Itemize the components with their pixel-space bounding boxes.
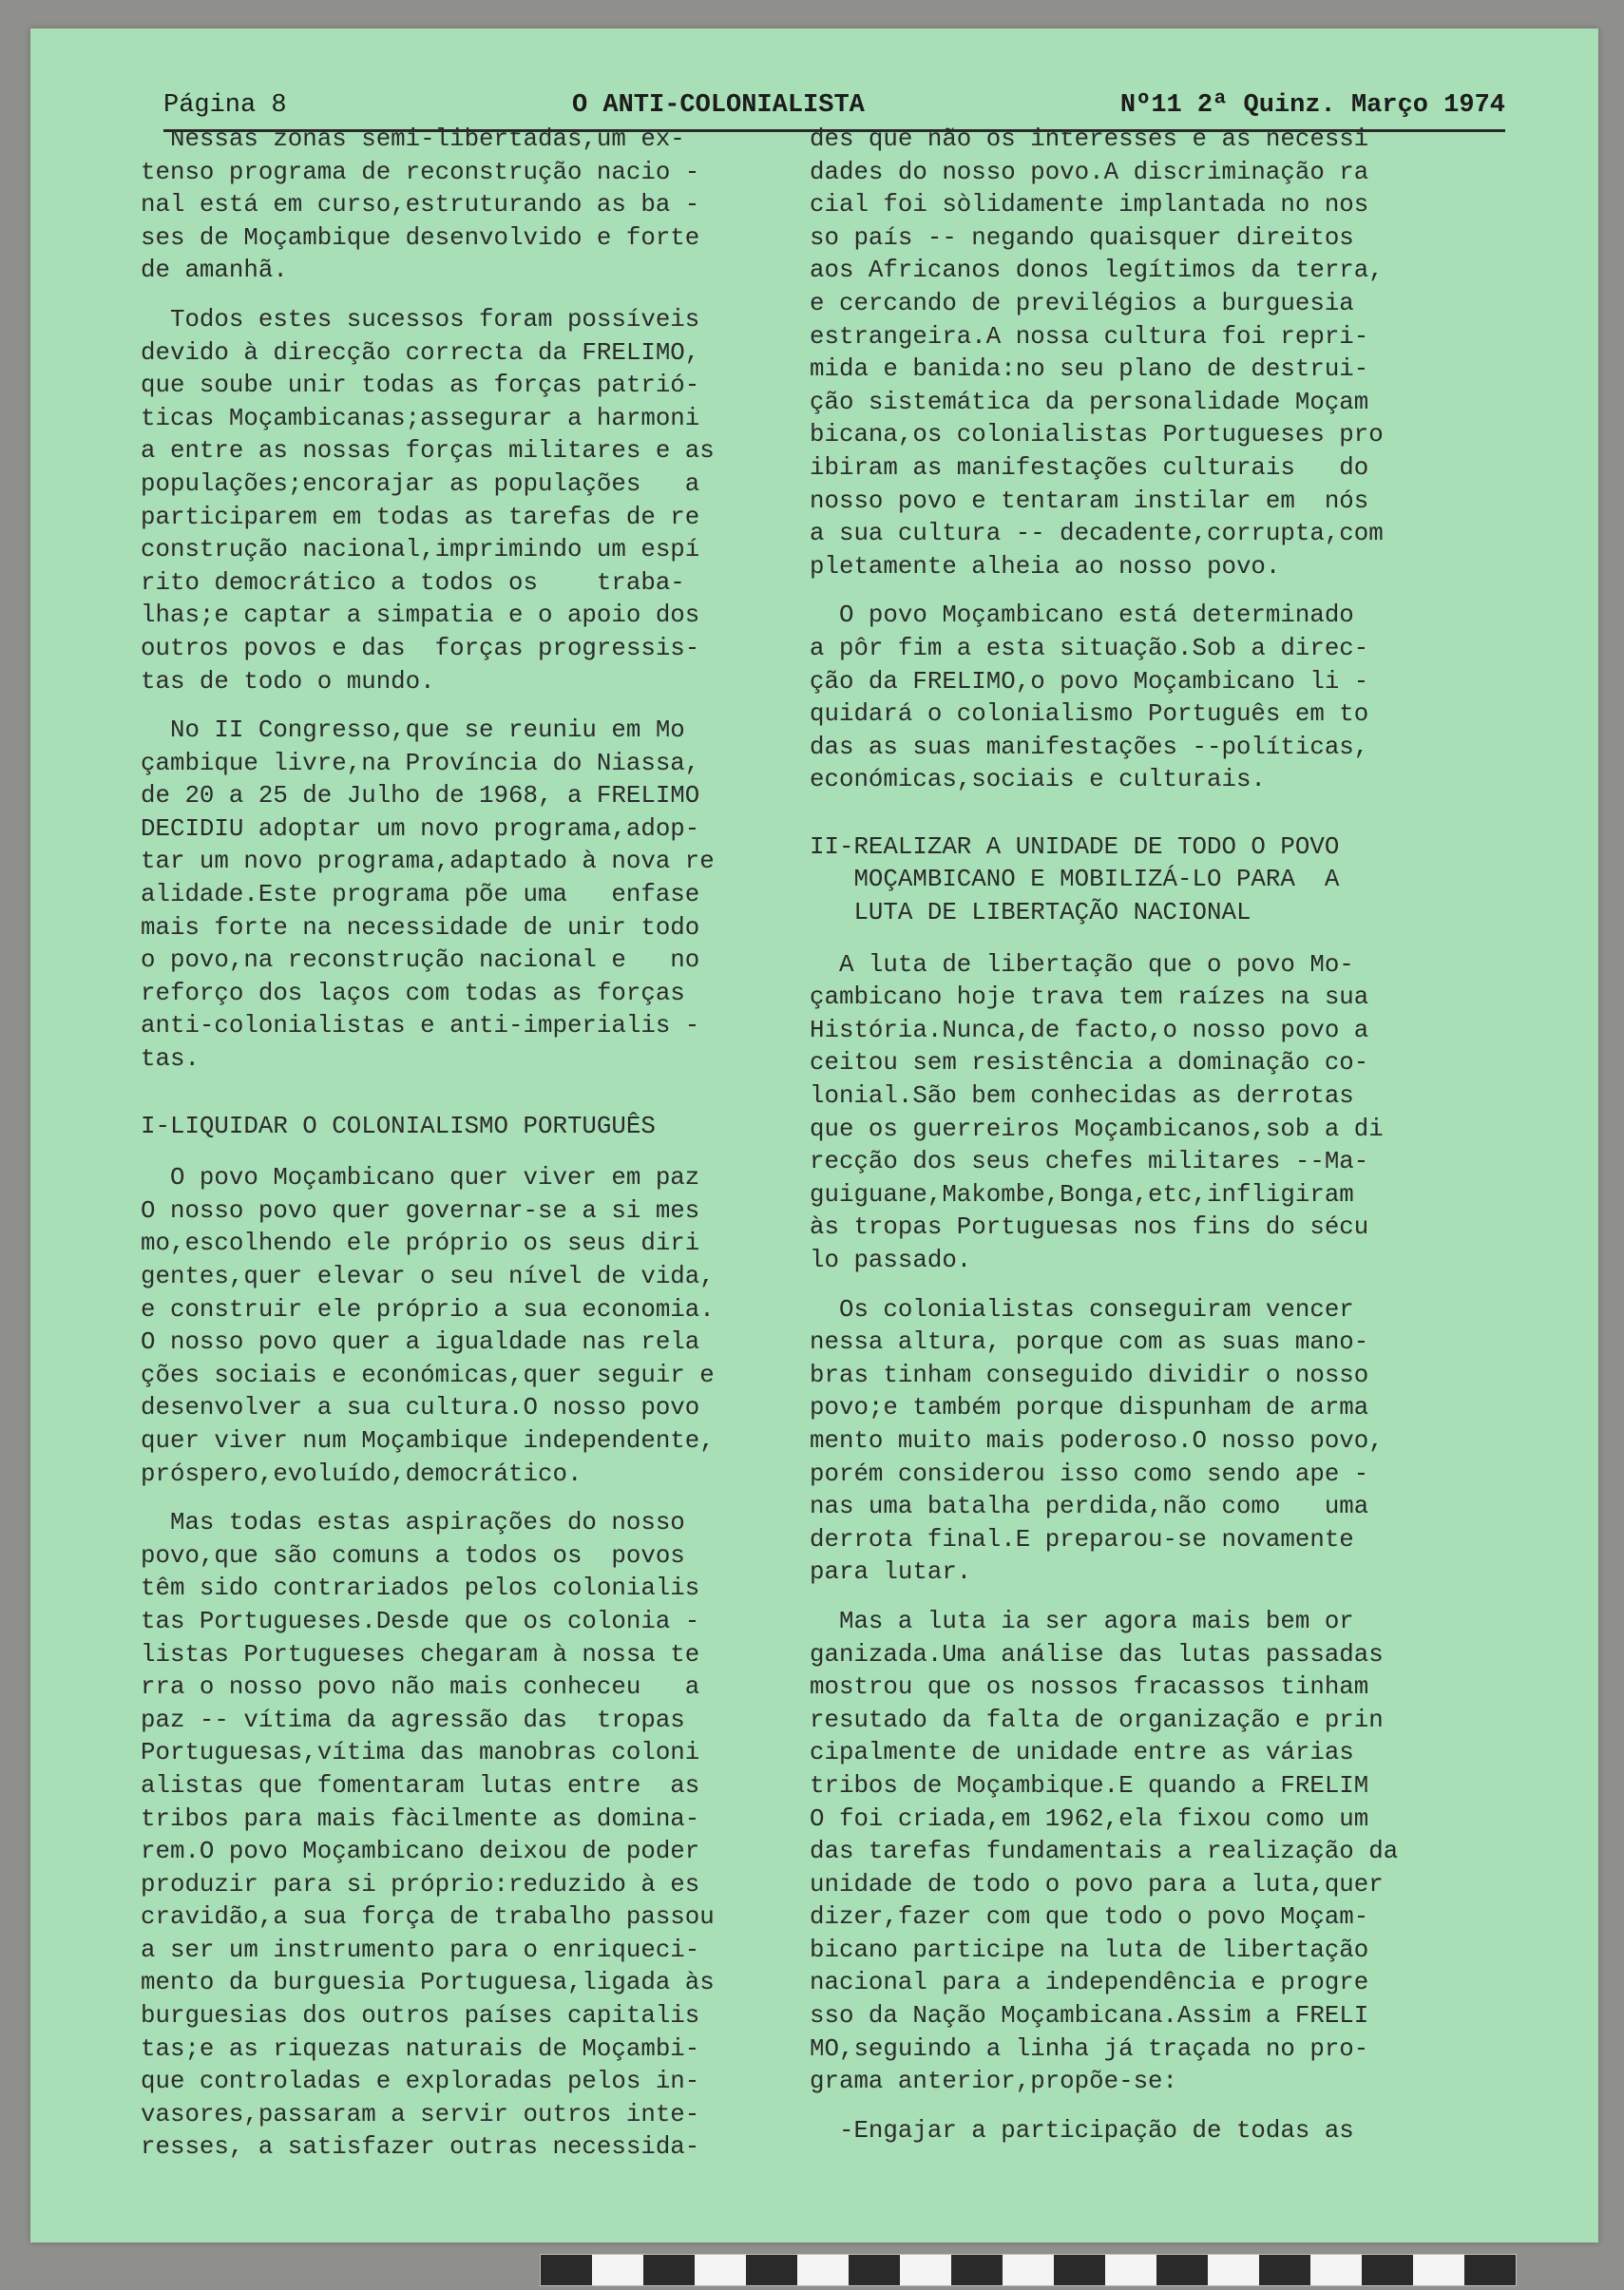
text-line: mento muito mais poderoso.O nosso povo, <box>810 1426 1384 1455</box>
text-line: que controladas e exploradas pelos in- <box>141 2068 700 2096</box>
text-line: rem.O povo Moçambicano deixou de poder <box>141 1838 700 1866</box>
text-line: outros povos e das forças progressis- <box>141 634 700 662</box>
text-line: guiguane,Makombe,Bonga,etc,infligiram <box>810 1180 1354 1209</box>
ruler-segment <box>541 2255 592 2285</box>
text-line: ticas Moçambicanas;assegurar a harmoni <box>141 404 700 432</box>
heading-line: LUTA DE LIBERTAÇÃO NACIONAL <box>810 899 1251 927</box>
publication-title: O ANTI-COLONIALISTA <box>572 91 865 120</box>
text-line: alidade.Este programa põe uma enfase <box>141 881 700 909</box>
ruler-segment <box>1362 2255 1413 2285</box>
text-line: têm sido contrariados pelos colonialis <box>141 1574 700 1603</box>
text-line: tribos de Moçambique.E quando a FRELIM <box>810 1771 1369 1800</box>
right-column <box>810 124 1442 2147</box>
text-line: ção da FRELIMO,o povo Moçambicano li - <box>810 667 1369 696</box>
text-line: paz -- vítima da agressão das tropas <box>141 1706 685 1734</box>
ruler-segment <box>643 2255 695 2285</box>
text-line: próspero,evoluído,democrático. <box>141 1460 583 1488</box>
text-line: Nessas zonas semi-libertadas,um ex- <box>141 125 685 153</box>
text-line: -Engajar a participação de todas as <box>810 2116 1354 2145</box>
text-line: burguesias dos outros países capitalis <box>141 2002 700 2031</box>
text-line: quidará o colonialismo Português em to <box>810 700 1369 729</box>
text-line: lonial.São bem conhecidas as derrotas <box>810 1082 1354 1111</box>
ruler-segment <box>1054 2255 1105 2285</box>
text-line: devido à direcção correcta da FRELIMO, <box>141 338 700 367</box>
text-line: produzir para si próprio:reduzido à es <box>141 1870 700 1899</box>
text-line: nessa altura, porque com as suas mano- <box>810 1328 1369 1357</box>
text-line: lo passado. <box>810 1247 972 1274</box>
section-heading <box>810 831 1442 930</box>
text-line: A luta de libertação que o povo Mo- <box>810 950 1354 979</box>
text-line: resses, a satisfazer outras necessida- <box>141 2133 700 2162</box>
text-line: Mas todas estas aspirações do nosso <box>141 1509 685 1537</box>
text-line: a ser um instrumento para o enriqueci- <box>141 1936 700 1964</box>
text-line: nas uma batalha perdida,não como uma <box>810 1493 1369 1521</box>
text-line: tribos para mais fàcilmente as domina- <box>141 1804 700 1833</box>
text-line: construção nacional,imprimindo um espí <box>141 536 700 564</box>
text-line: DECIDIU adoptar um novo programa,adop- <box>141 814 700 843</box>
text-line: ses de Moçambique desenvolvido e forte <box>141 223 700 252</box>
text-line: anti-colonialistas e anti-imperialis - <box>141 1012 700 1040</box>
text-line: tar um novo programa,adaptado à nova re <box>141 848 715 876</box>
text-line: MO,seguindo a linha já traçada no pro- <box>810 2034 1369 2063</box>
text-line: a pôr fim a esta situação.Sob a direc- <box>810 634 1369 662</box>
text-line: o povo,na reconstrução nacional e no <box>141 946 700 975</box>
text-line: dades do nosso povo.A discriminação ra <box>810 158 1369 186</box>
text-line: nosso povo e tentaram instilar em nós <box>810 487 1369 515</box>
text-line: para lutar. <box>810 1558 972 1587</box>
text-line: a sua cultura -- decadente,corrupta,com <box>810 520 1384 548</box>
text-line: populações;encorajar as populações a <box>141 469 700 498</box>
text-line: tenso programa de reconstrução nacio - <box>141 158 700 186</box>
text-line: Mas a luta ia ser agora mais bem or <box>810 1607 1354 1635</box>
left-column <box>141 124 773 2165</box>
text-line: derrota final.E preparou-se novamente <box>810 1525 1354 1554</box>
text-line: No II Congresso,que se reuniu em Mo <box>141 716 685 745</box>
text-line: ções sociais e económicas,quer seguir e <box>141 1361 715 1389</box>
paragraph <box>141 715 773 1077</box>
text-line: pletamente alheia ao nosso povo. <box>810 552 1281 581</box>
issue-date: Nº11 2ª Quinz. Março 1974 <box>1119 91 1505 120</box>
text-line: reforço dos laços com todas as forças <box>141 979 685 1007</box>
text-line: vasores,passaram a servir outros inte- <box>141 2100 700 2128</box>
text-line: desenvolver a sua cultura.O nosso povo <box>141 1394 700 1422</box>
text-line: O povo Moçambicano quer viver em paz <box>141 1164 700 1193</box>
text-line: das as suas manifestações --políticas, <box>810 733 1369 761</box>
text-line: çambicano hoje trava tem raízes na sua <box>810 983 1369 1012</box>
text-line: a entre as nossas forças militares e as <box>141 437 715 466</box>
text-line: lhas;e captar a simpatia e o apoio dos <box>141 601 700 630</box>
paragraph <box>810 2115 1442 2148</box>
text-line: recção dos seus chefes militares --Ma- <box>810 1148 1369 1176</box>
text-line: O nosso povo quer governar-se a si mes <box>141 1196 700 1225</box>
paragraph <box>141 1162 773 1491</box>
text-line: des que não os interesses e as necessi <box>810 125 1369 153</box>
text-line: dizer,fazer com que todo o povo Moçam- <box>810 1903 1369 1932</box>
text-line: ção sistemática da personalidade Moçam <box>810 388 1369 416</box>
text-line: cravidão,a sua força de trabalho passou <box>141 1903 715 1932</box>
ruler-segment <box>1464 2255 1516 2285</box>
text-line: bras tinham conseguido dividir o nosso <box>810 1361 1369 1389</box>
text-line: gentes,quer elevar o seu nível de vida, <box>141 1263 715 1290</box>
text-line: participarem em todas as tarefas de re <box>141 503 700 531</box>
paragraph <box>810 1294 1442 1590</box>
text-line: e cercando de previlégios a burguesia <box>810 289 1354 317</box>
text-line: bicano participe na luta de libertação <box>810 1936 1369 1964</box>
text-line: unidade de todo o povo para a luta,quer <box>810 1870 1384 1899</box>
text-line: às tropas Portuguesas nos fins do sécu <box>810 1213 1369 1242</box>
text-line: sso da Nação Moçambicana.Assim a FRELI <box>810 2002 1369 2031</box>
paragraph <box>810 124 1442 583</box>
text-line: aos Africanos donos legítimos da terra, <box>810 257 1384 285</box>
text-line: ganizada.Uma análise das lutas passadas <box>810 1640 1384 1669</box>
text-line: ceitou sem resistência a dominação co- <box>810 1049 1369 1078</box>
ruler-segment <box>1259 2255 1310 2285</box>
text-line: tas;e as riquezas naturais de Moçambi- <box>141 2034 700 2063</box>
ruler-segment <box>951 2255 1003 2285</box>
heading-line: MOÇAMBICANO E MOBILIZÁ-LO PARA A <box>810 866 1340 894</box>
text-line: so país -- negando quaisquer direitos <box>810 223 1354 252</box>
text-line: de amanhã. <box>141 257 288 285</box>
ruler-segment <box>849 2255 900 2285</box>
paragraph <box>141 304 773 698</box>
text-line: O nosso povo quer a igualdade nas rela <box>141 1328 700 1357</box>
text-line: cial foi sòlidamente implantada no nos <box>810 191 1369 219</box>
text-line: tas Portugueses.Desde que os colonia - <box>141 1607 700 1635</box>
text-line: nacional para a independência e progre <box>810 1969 1369 1997</box>
paragraph <box>810 949 1442 1278</box>
paragraph <box>141 124 773 288</box>
text-line: O foi criada,em 1962,ela fixou como um <box>810 1804 1369 1833</box>
text-line: Os colonialistas conseguiram vencer <box>810 1295 1354 1324</box>
text-line: ibiram as manifestações culturais do <box>810 453 1369 482</box>
text-line: estrangeira.A nossa cultura foi repri- <box>810 322 1369 351</box>
text-line: rra o nosso povo não mais conheceu a <box>141 1673 700 1702</box>
text-line: çambique livre,na Província do Niassa, <box>141 749 700 777</box>
text-line: O povo Moçambicano está determinado <box>810 601 1354 630</box>
text-line: bicana,os colonialistas Portugueses pro <box>810 421 1384 449</box>
paragraph <box>141 1507 773 2165</box>
page-number: Página 8 <box>163 91 287 120</box>
text-line: rito democrático a todos os traba- <box>141 568 685 597</box>
section-heading: I-LIQUIDAR O COLONIALISMO PORTUGUÊS <box>141 1112 656 1140</box>
text-line: cipalmente de unidade entre as várias <box>810 1739 1354 1767</box>
text-line: económicas,sociais e culturais. <box>810 766 1266 794</box>
text-line: mida e banida:no seu plano de destrui- <box>810 355 1369 384</box>
text-line: quer viver num Moçambique independente, <box>141 1426 715 1455</box>
text-line: alistas que fomentaram lutas entre as <box>141 1771 700 1800</box>
ruler-segment <box>746 2255 797 2285</box>
paragraph <box>810 600 1442 797</box>
text-line: povo;e também porque dispunham de arma <box>810 1394 1369 1422</box>
paragraph <box>810 1606 1442 2099</box>
text-line: mento da burguesia Portuguesa,ligada às <box>141 1969 715 1997</box>
text-line: Portuguesas,vítima das manobras coloni <box>141 1739 700 1767</box>
text-line: que os guerreiros Moçambicanos,sob a di <box>810 1115 1384 1143</box>
text-line: resutado da falta de organização e prin <box>810 1706 1384 1734</box>
text-line: História.Nunca,de facto,o nosso povo a <box>810 1016 1369 1044</box>
scale-ruler <box>540 2254 1517 2286</box>
text-line: mais forte na necessidade de unir todo <box>141 913 700 942</box>
text-line: mostrou que os nossos fracassos tinham <box>810 1673 1369 1702</box>
text-line: nal está em curso,estruturando as ba - <box>141 191 700 219</box>
heading-line: II-REALIZAR A UNIDADE DE TODO O POVO <box>810 832 1340 861</box>
text-line: que soube unir todas as forças patrió- <box>141 372 700 400</box>
text-line: tas. <box>141 1045 200 1074</box>
text-line: povo,que são comuns a todos os povos <box>141 1541 685 1570</box>
ruler-segment <box>1156 2255 1208 2285</box>
text-line: de 20 a 25 de Julho de 1968, a FRELIMO <box>141 782 700 811</box>
text-line: das tarefas fundamentais a realização da <box>810 1838 1399 1866</box>
text-line: listas Portugueses chegaram à nossa te <box>141 1640 700 1669</box>
text-line: Todos estes sucessos foram possíveis <box>141 305 700 334</box>
text-line: grama anterior,propõe-se: <box>810 2068 1178 2096</box>
text-line: tas de todo o mundo. <box>141 667 435 696</box>
text-line: e construir ele próprio a sua economia. <box>141 1295 715 1324</box>
text-line: porém considerou isso como sendo ape - <box>810 1460 1369 1488</box>
text-line: mo,escolhendo ele próprio os seus diri <box>141 1230 700 1258</box>
